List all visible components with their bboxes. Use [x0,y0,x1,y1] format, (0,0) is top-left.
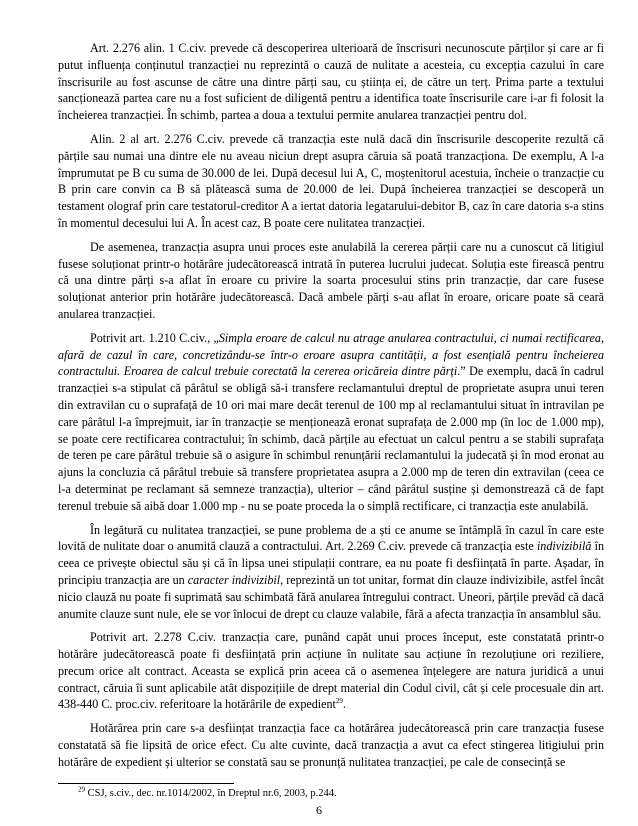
paragraph-text: . [342,697,346,712]
paragraph-text: , reprezintă un tot unitar, format din clauze indivizibile, astfel încât nicio clauză nu poate fi suprimată sau schimbată fără anularea întregului contract. Uneori, părțile prevăd că dacă anumite clauze sunt nule, ele se vor înlocui de drept cu clauze valabile, fără a afecta tranzacția în ansamblul său. [58,572,605,621]
paragraph-text: Potrivit art. 1.210 C.civ., „ [90,330,219,345]
paragraph-4 [58,330,604,515]
paragraph-text: .” De exemplu, dacă în cadrul tranzacției s-a stipulat că pârâtul se obligă să-i transfere reclamantului dreptul de proprietate asupra unui teren din extravilan cu o suprafață de 10 ori mai mare decât terenul de 100 mp al reclamantului situat în intravilan pe care pârâtul l-a împrejmuit, iar în tranzacție se menționează eronat suprafața de 2.000 mp (în loc de 1.000 mp), se poate cere rectificarea contractului; în schimb, dacă părțile au efectuat un calcul pentru a se stabili suprafața de teren pe care pârâtul trebuie să o asigure în schimbul renunțării reclamantului la judecată și în mod eronat au ajuns la concluzia că pârâtul trebuie să transfere proprietatea asupra a 2.000 mp de teren din extravilan (ceea ce l-a determinat pe reclamant să semneze tranzacția), ulterior – când pârâtul susține și demonstrează că de fapt terenul trebuie să aibă doar 1.000 mp - nu se poate proceda la o simplă rectificare, ci tranzacția este anulabilă. [58,364,604,513]
paragraph-text: De asemenea, tranzacția asupra unui proces este anulabilă la cererea părții care nu a cunoscut că litigiul fusese soluționat printr-o hotărâre judecătorească intrată în puterea lucrului judecat. Soluția este firească pentru că una dintre părți s-a aflat în eroare cu privire la soarta procesului stins prin tranzacție, dar care fusese soluționat anterior prin hotărâre judecătorească. Dacă ambele părți s-au aflat în eroare, oricare poate să ceară anularea tranzacției. [58,239,604,321]
quoted-article-text: Simpla eroare de calcul nu atrage anularea contractului, ci numai rectificarea, afară de cazul în care, concretizându-se într-o eroare asupra cantității, a fost esențială pentru încheierea contractului. Eroarea de calcul trebuie corectată la cererea oricăreia dintre părți [58,330,604,379]
paragraph-text: Alin. 2 al art. 2.276 C.civ. prevede că tranzacția este nulă dacă din înscrisurile descoperite rezultă că părțile sau numai una dintre ele nu aveau niciun drept asupra căruia să poată tranzacționa. De exemplu, A l-a împrumutat pe B cu suma de 30.000 de lei. După decesul lui A, C, moștenitorul acestuia, încheie o tranzacție cu B prin care convin ca B să plătească suma de 20.000 de lei. După încheierea tranzacției se descoperă un testament olograf prin care testatorul-creditor A a iertat datoria legatarului-debitor B, caz în care datoria s-a stins în momentul decesului lui A. În acest caz, B poate cere nulitatea tranzacției. [58,131,604,230]
paragraph-6 [58,629,604,713]
paragraph-7 [58,720,604,770]
paragraph-text: Hotărârea prin care s-a desființat tranzacția face ca hotărârea judecătorească prin care tranzacția fusese constatată să fie lipsită de orice efect. Cu alte cuvinte, dacă tranzacția a avut ca efect stingerea litigiului prin hotărâre de expedient și ulterior se constată sau se pronunță nulitatea tranzacției, pe cale de consecință se [58,721,604,769]
emphasized-term: indivizibilă [536,539,592,554]
paragraph-text: în ceea ce privește obiectul său și că în lipsa unei stipulații contrare, ea nu poate fi desființată în parte. Așadar, în principiu tranzacția are un [58,539,604,587]
document-body [58,40,604,778]
paragraph-3 [58,239,604,323]
paragraph-5 [58,522,604,623]
footnote-number: 29 [78,785,85,794]
paragraph-text: În legătură cu nulitatea tranzacției, se pune problema de a ști ce anume se întâmplă în cazul în care este lovită de nulitate doar o anumită clauză a contractului. Art. 2.269 C.civ. prevede că tranzacția este [58,522,604,554]
footnote [78,787,337,800]
emphasized-term: caracter indivizibil [187,572,281,587]
paragraph-text: Potrivit art. 2.278 C.civ. tranzacția care, punând capăt unui proces început, este constatată printr-o hotărâre judecătorească poate fi desființată prin acțiune în nulitate sau acțiune în rezoluțiune ori reziliere, precum orice alt contract. Aceasta se explică prin aceea că o asemenea înțelegere are natura juridică a unui contract, căruia îi sunt aplicabile atât dispozițiile de drept material din Codul civil, cât și cele procesuale din art. 438-440 C. proc.civ. referitoare la hotărârile de expedient [58,630,604,712]
paragraph-text: Art. 2.276 alin. 1 C.civ. prevede că descoperirea ulterioară de înscrisuri necunoscute părților și care ar fi putut influența conținutul tranzacției nu reprezintă o cauză de nulitate a acesteia, cu excepția cazului în care înscrisurile au fost ascunse de către una dintre părți sau, cu știința ei, de către un terț. Prima parte a textului sancționează partea care nu a fost suficient de diligentă pentru a identifica toate înscrisurile care i-ar fi folosit la încheierea tranzacției. În schimb, partea a doua a textului permite anularea tranzacției pentru dol. [58,41,604,123]
footnote-text: CSJ, s.civ., dec. nr.1014/2002, în Dreptul nr.6, 2003, p.244. [85,788,337,799]
paragraph-2 [58,131,604,232]
paragraph-1 [58,40,604,124]
footnote-separator [58,783,234,784]
page-number: 6 [316,803,322,817]
footnote-reference[interactable]: 29 [335,697,343,706]
